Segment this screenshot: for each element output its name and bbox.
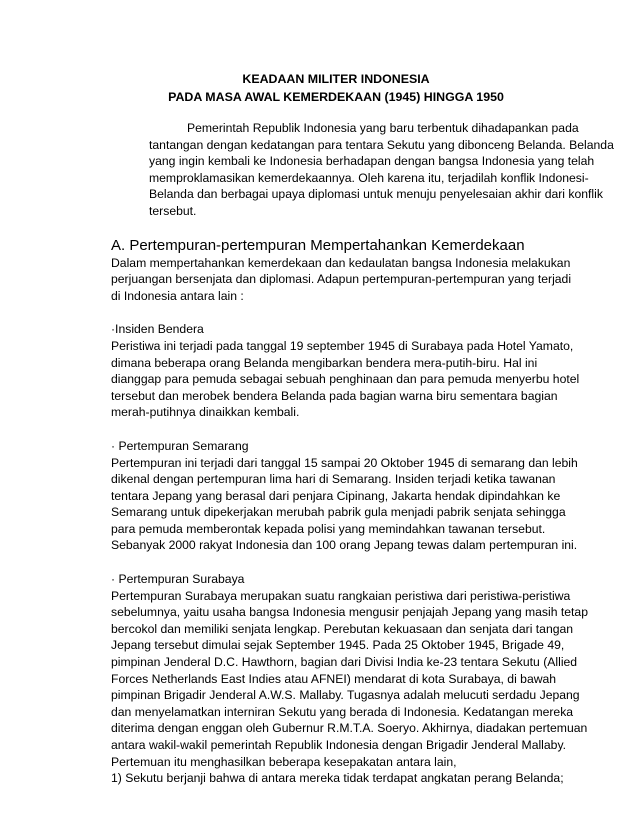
surabaya-line: pimpinan Brigadir Jenderal A.W.S. Mallaby. Tugasnya adalah melucuti serdadu Jepang (111, 688, 580, 703)
surabaya-line: diterima dengan enggan oleh Gubernur R.M.T.A. Soeryo. Akhirnya, diadakan pertemuan (111, 721, 588, 736)
section-a-line: Dalam mempertahankan kemerdekaan dan kedaulatan bangsa Indonesia melakukan (111, 255, 571, 270)
surabaya-line: Pertempuran Surabaya merupakan suatu rangkaian peristiwa dari peristiwa-peristiwa (111, 588, 571, 603)
pertempuran-surabaya-paragraph (111, 588, 588, 787)
document-title-line-1: KEADAAN MILITER INDONESIA (242, 72, 430, 86)
intro-line: tersebut. (149, 203, 197, 218)
intro-line: memproklamasikan kemerdekaannya. Oleh karena itu, terjadilah konflik Indonesi- (149, 170, 589, 185)
intro-paragraph (111, 120, 614, 220)
surabaya-line: 1) Sekutu berjanji bahwa di antara mereka tidak terdapat angkatan perang Belanda; (111, 771, 564, 786)
semarang-line: Semarang untuk dipekerjakan merubah pabrik gula menjadi pabrik senjata sehingga (111, 505, 566, 520)
surabaya-line: Pertemuan itu menghasilkan beberapa kesepakatan antara lain, (111, 754, 457, 769)
insiden-line: Peristiwa ini terjadi pada tanggal 19 september 1945 di Surabaya pada Hotel Yamato, (111, 338, 574, 353)
insiden-line: tersebut dan merobek bendera Belanda pada bagian warna biru sementara bagian (111, 388, 558, 403)
surabaya-line: bercokol dan memiliki senjata lengkap. Perebutan kekuasaan dan senjata dari tangan (111, 621, 574, 636)
intro-line: Belanda dan berbagai upaya diplomasi untuk menuju penyelesaian akhir dari konflik (149, 187, 603, 202)
document-page (111, 70, 614, 787)
surabaya-line: Jepang tersebut dimulai sejak September 1945. Pada 25 Oktober 1945, Brigade 49, (111, 638, 565, 653)
intro-line: tantangan dengan kedatangan para tentara Sekutu yang dibonceng Belanda. Belanda (149, 137, 614, 152)
section-a-line: perjuangan bersenjata dan diplomasi. Adapun pertempuran-pertempuran yang terjadi (111, 272, 572, 287)
semarang-line: Sebanyak 2000 rakyat Indonesia dan 100 orang Jepang tewas dalam pertempuran ini. (111, 538, 578, 553)
surabaya-line: sebelumnya, yaitu usaha bangsa Indonesia mengusir penjajah Jepang yang masih tetap (111, 605, 588, 620)
semarang-line: tentara Jepang yang berasal dari penjara Cipinang, Jakarta hendak dipindahkan ke (111, 488, 561, 503)
section-a-paragraph (111, 255, 572, 305)
section-a-line: di Indonesia antara lain : (111, 288, 244, 303)
pertempuran-semarang-heading: · Pertempuran Semarang (111, 438, 249, 453)
section-a-heading: A. Pertempuran-pertempuran Mempertahankan Kemerdekaan (111, 236, 525, 254)
pertempuran-surabaya-heading: · Pertempuran Surabaya (111, 572, 245, 587)
semarang-line: dikenal dengan pertempuran lima hari di Semarang. Insiden terjadi ketika tawanan (111, 472, 556, 487)
insiden-line: merah-putihnya dinaikkan kembali. (111, 405, 300, 420)
surabaya-line: pimpinan Jenderal D.C. Hawthorn, bagian dari Divisi India ke-23 tentara Sekutu (Allied (111, 655, 578, 670)
intro-line: Pemerintah Republik Indonesia yang baru terbentuk dihadapankan pada (187, 121, 579, 135)
semarang-line: Pertempuran ini terjadi dari tanggal 15 sampai 20 Oktober 1945 di semarang dan lebih (111, 455, 578, 470)
semarang-line: para pemuda memberontak kepada polisi yang memindahkan tawanan tersebut. (111, 521, 546, 536)
surabaya-line: antara wakil-wakil pemerintah Republik Indonesia dengan Brigadir Jenderal Mallaby. (111, 738, 567, 752)
document-title-line-2: PADA MASA AWAL KEMERDEKAAN (1945) HINGGA 1950 (168, 90, 504, 104)
surabaya-line: Forces Netherlands East Indies atau AFNEI) mendarat di kota Surabaya, di bawah (111, 671, 557, 686)
insiden-line: dianggap para pemuda sebagai sebuah penghinaan dan para pemuda menyerbu hotel (111, 372, 580, 387)
insiden-bendera-heading: ·Insiden Bendera (111, 322, 204, 337)
pertempuran-semarang-paragraph (111, 455, 578, 555)
insiden-bendera-paragraph (111, 338, 580, 421)
intro-line: yang ingin kembali ke Indonesia berhadapan dengan bangsa Indonesia yang telah (149, 154, 595, 169)
surabaya-line: dan menyelamatkan interniran Sekutu yang berada di Indonesia. Kedatangan mereka (111, 704, 574, 719)
insiden-line: dimana beberapa orang Belanda mengibarkan bendera mera-putih-biru. Hal ini (111, 355, 538, 370)
